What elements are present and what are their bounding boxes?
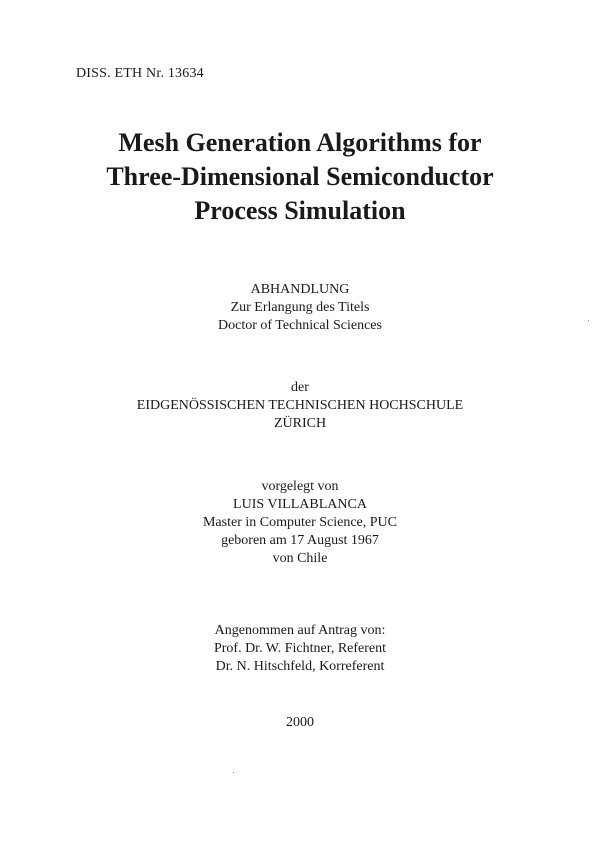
degree-purpose: Zur Erlangung des Titels [230, 300, 370, 315]
institution-block [0, 379, 600, 433]
author-block [0, 478, 600, 568]
submitted-by-label: vorgelegt von [261, 479, 339, 494]
title-line-2: Three-Dimensional Semiconductor [106, 162, 494, 191]
accepted-label: Angenommen auf Antrag von: [214, 623, 386, 638]
co-referee: Dr. N. Hitschfeld, Korreferent [215, 659, 385, 674]
committee-block [0, 622, 600, 676]
author-origin: von Chile [272, 551, 328, 566]
author-prior-degree: Master in Computer Science, PUC [202, 515, 398, 530]
scan-speck [588, 320, 589, 321]
abhandlung-heading: ABHANDLUNG [250, 282, 350, 297]
referee: Prof. Dr. W. Fichtner, Referent [213, 641, 387, 656]
dissertation-number: DISS. ETH Nr. 13634 [76, 66, 204, 81]
scan-speck [233, 772, 234, 773]
institution-article: der [291, 380, 309, 395]
abhandlung-block [0, 281, 600, 335]
author-birth-date: geboren am 17 August 1967 [221, 533, 379, 548]
degree-name: Doctor of Technical Sciences [218, 318, 382, 333]
publication-year: 2000 [286, 715, 314, 730]
title-line-3: Process Simulation [194, 196, 406, 225]
title-line-1: Mesh Generation Algorithms for [118, 128, 482, 157]
institution-city: ZÜRICH [273, 416, 327, 431]
institution-name: EIDGENÖSSISCHEN TECHNISCHEN HOCHSCHULE [136, 398, 464, 413]
thesis-title [0, 126, 600, 228]
author-name: LUIS VILLABLANCA [233, 497, 367, 512]
